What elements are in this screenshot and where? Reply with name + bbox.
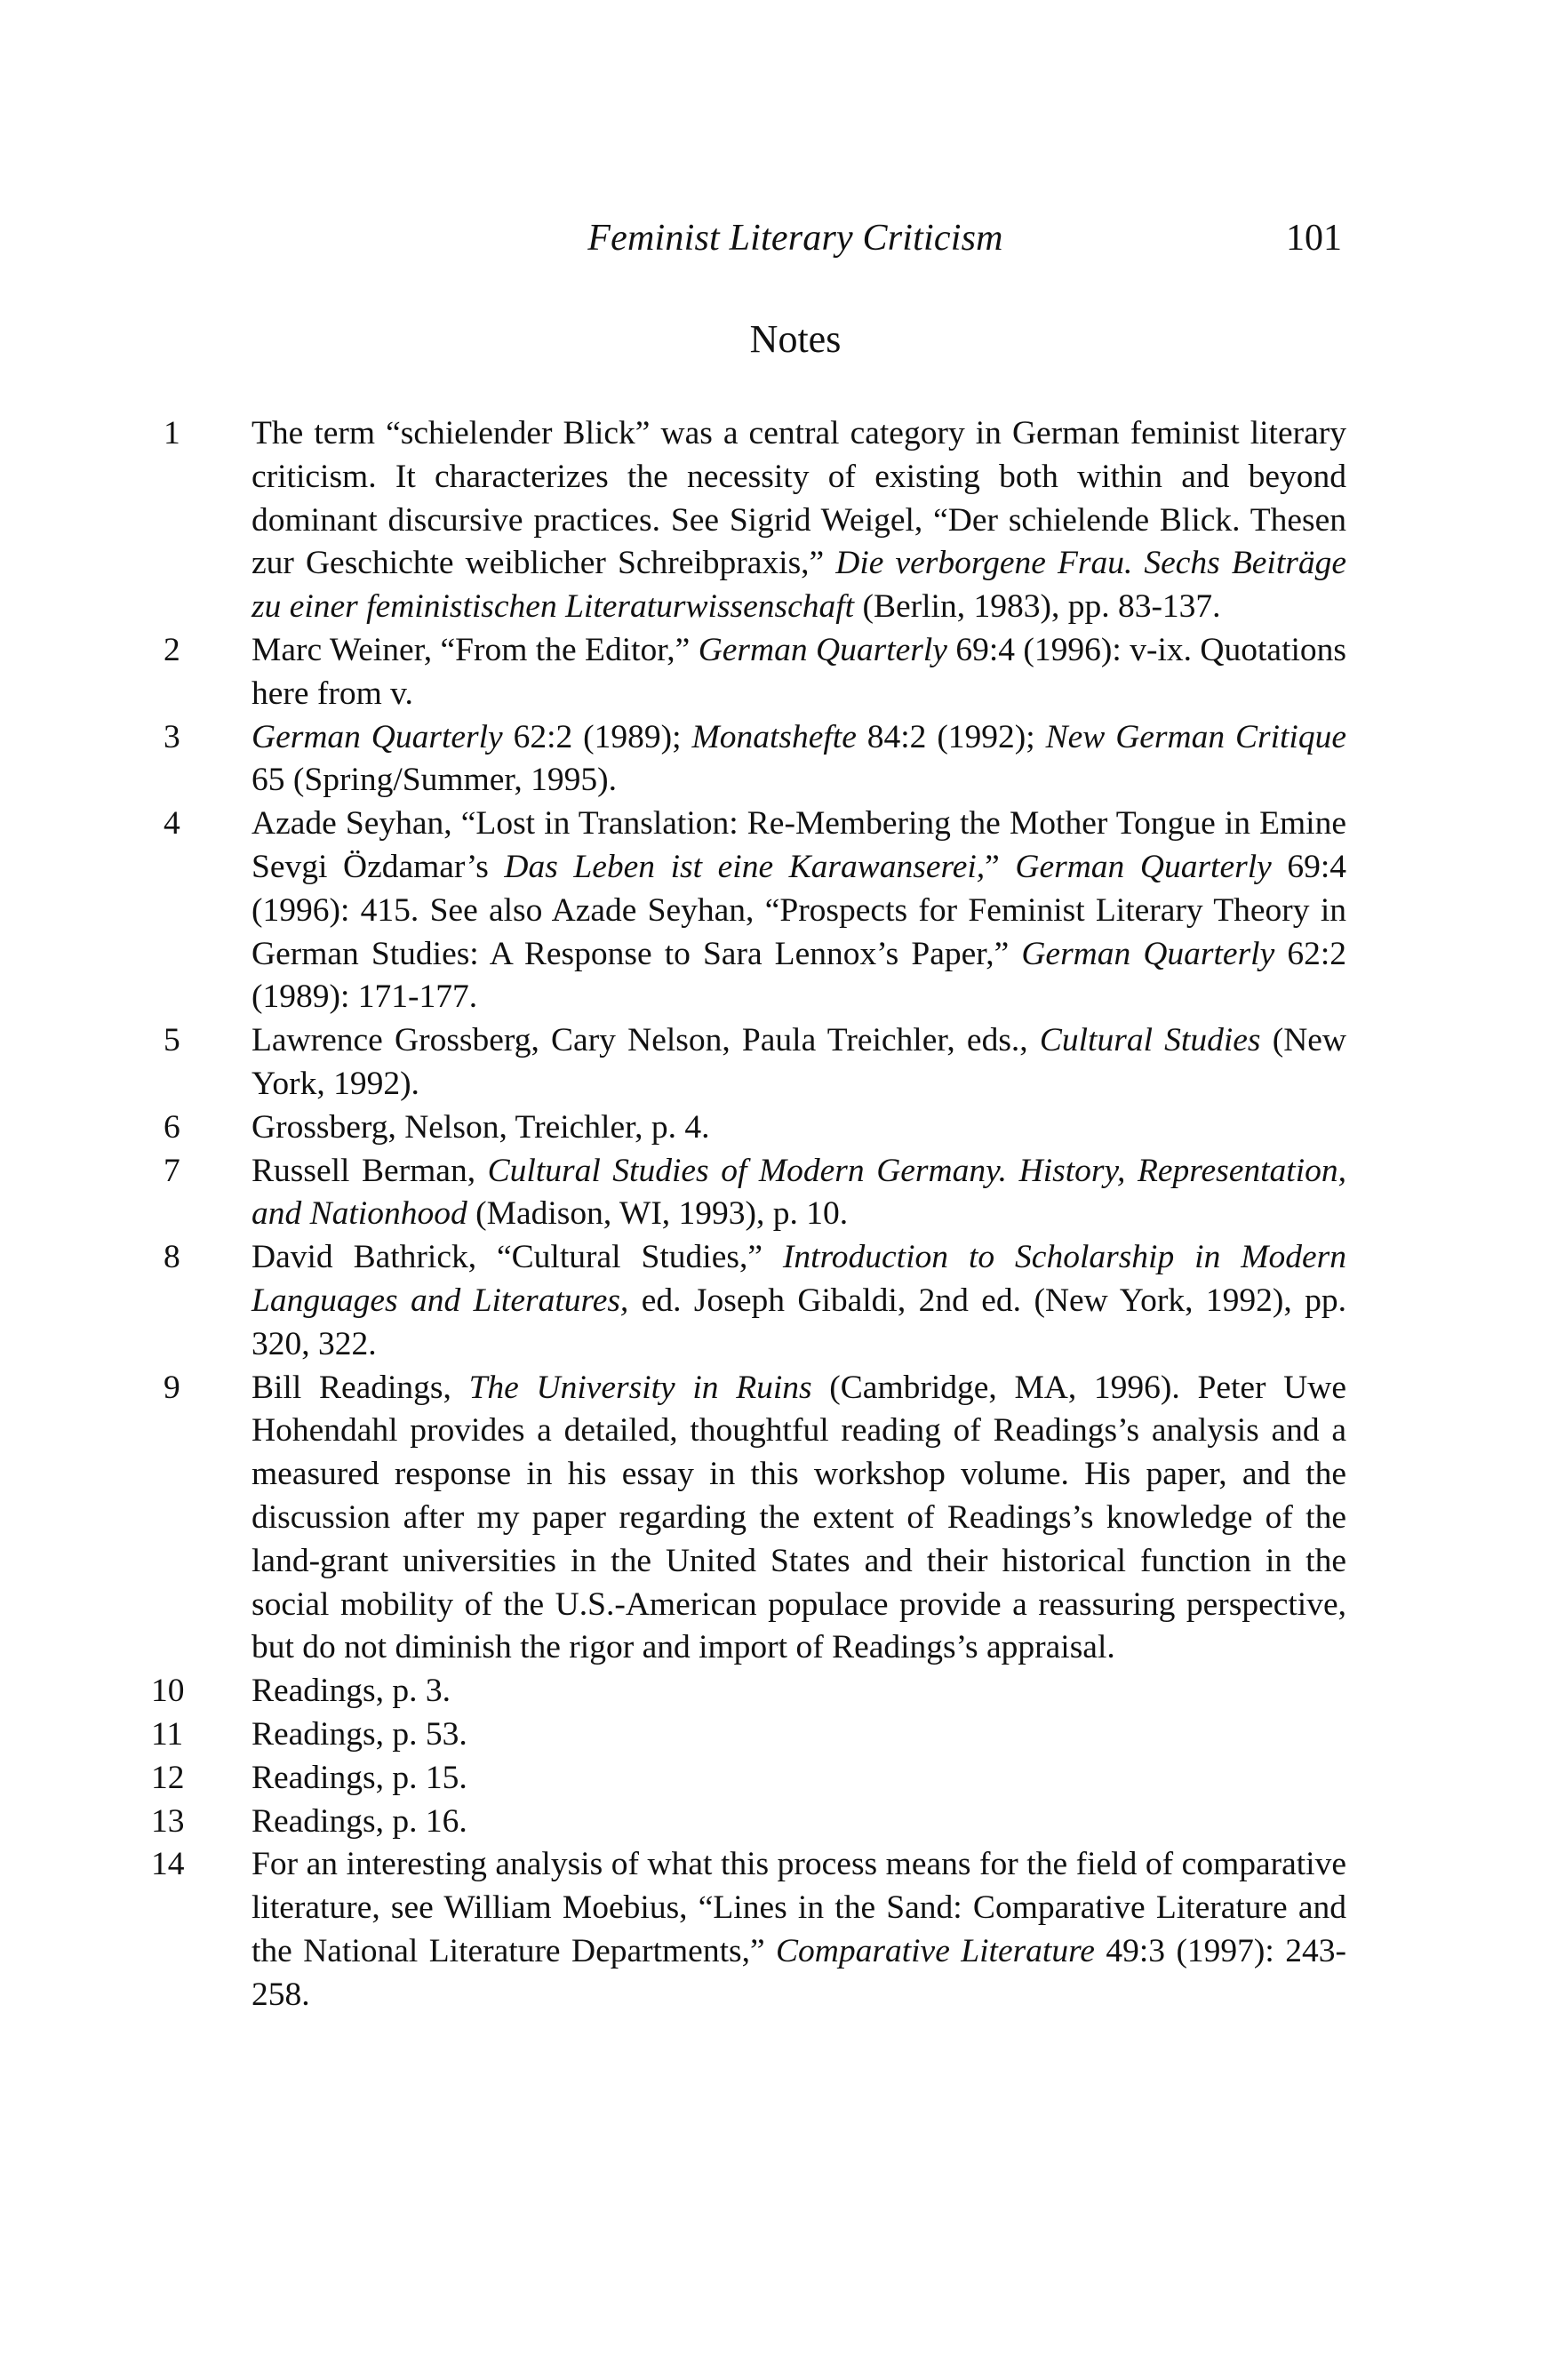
note-item [151, 1670, 1346, 1713]
note-number: 10 [151, 1673, 185, 1710]
note-segment: (New York, 1992). [252, 1022, 1347, 1102]
note-number: 8 [164, 1239, 180, 1276]
note-number: 14 [151, 1846, 185, 1883]
note-segment: ” [985, 848, 1016, 885]
note-segment: 69:4 (1996): v-ix. Quotations here from v. [252, 631, 1347, 712]
note-number: 3 [164, 718, 180, 755]
note-segment: Marc Weiner, “From the Editor,” [252, 631, 699, 668]
note-italic-title: German Quarterly [1015, 848, 1272, 885]
note-item [151, 1843, 1346, 2017]
note-italic-title: German Quarterly [698, 631, 947, 668]
note-item [151, 1801, 1346, 1844]
note-number: 1 [164, 415, 180, 451]
note-segment: (Madison, WI, 1993), p. 10. [467, 1195, 849, 1233]
note-item [151, 716, 1346, 803]
note-italic-title: New German Critique [1045, 718, 1346, 755]
note-segment: David Bathrick, “Cultural Studies,” [252, 1239, 783, 1276]
note-segment: ed. Joseph Gibaldi, 2nd ed. (New York, 1992), pp. 320, 322. [252, 1282, 1346, 1362]
note-item [151, 1367, 1346, 1671]
note-segment: Readings, p. 53. [252, 1715, 467, 1753]
note-segment: Russell Berman, [252, 1152, 488, 1189]
note-italic-title: Monatshefte [691, 718, 857, 755]
note-item [151, 1713, 1346, 1757]
note-italic-title: Cultural Studies [1039, 1022, 1261, 1059]
note-segment: Readings, p. 16. [252, 1802, 467, 1840]
note-segment: (Cambridge, MA, 1996). Peter Uwe Hohendahl provides a detailed, thoughtful reading of Readings’s analysis and a measured response in his essay in this workshop volume. His paper, and the discussion after my paper regarding the extent of Readings’s knowledge of the land-grant universities in the United States and their historical function in the social mobility of the U.S.-American populace provide a reassuring perspective, but do not diminish the rigor and import of Readings’s appraisal. [252, 1369, 1346, 1666]
note-segment: 69:4 (1996): 415. See also Azade Seyhan, “Prospects for Feminist Literary Theory in German Studies: A Response to Sara Lennox’s Paper,” [252, 848, 1347, 972]
note-italic-title: Cultural Studies of Modern Germany. History, Representation, and Nationhood [252, 1152, 1346, 1233]
note-segment: Azade Seyhan, “Lost in Translation: Re-Membering the Mother Tongue in Emine Sevgi Özdamar’s [252, 805, 1346, 885]
note-text [252, 1367, 1346, 1671]
note-number: 2 [164, 631, 180, 668]
note-text [252, 1843, 1346, 2017]
page-number: 101 [1286, 218, 1342, 259]
note-number: 13 [151, 1802, 185, 1840]
note-segment: Bill Readings, [252, 1369, 469, 1406]
note-item [151, 412, 1346, 629]
note-italic-title: German Quarterly [1021, 935, 1275, 972]
note-item [151, 1236, 1346, 1366]
running-title: Feminist Literary Criticism [587, 218, 1003, 259]
note-segment: 62:2 (1989); [502, 718, 692, 755]
note-text [252, 1757, 1346, 1801]
note-italic-title: Die verborgene Frau. Sechs Beiträge zu einer feministischen Literaturwissenschaft [252, 545, 1346, 626]
note-number: 12 [151, 1759, 185, 1796]
note-segment: Lawrence Grossberg, Cary Nelson, Paula Treichler, eds., [252, 1022, 1040, 1059]
note-text [252, 1801, 1346, 1844]
note-segment: For an interesting analysis of what this process means for the field of comparative literature, see William Moebius, “Lines in the Sand: Comparative Literature and the National Literature Departments,” [252, 1846, 1346, 1969]
note-item [151, 1150, 1346, 1237]
note-item [151, 1106, 1346, 1150]
note-number: 9 [164, 1369, 180, 1406]
note-text [252, 1019, 1346, 1106]
note-number: 4 [164, 805, 180, 843]
note-text [252, 716, 1346, 803]
note-segment: 49:3 (1997): 243-258. [252, 1932, 1346, 2013]
note-text [252, 1236, 1346, 1366]
note-number: 5 [164, 1022, 180, 1059]
note-italic-title: Das Leben ist eine Karawanserei, [504, 848, 986, 885]
note-italic-title: Introduction to Scholarship in Modern Languages and Literatures, [252, 1239, 1346, 1319]
note-text [252, 803, 1346, 1019]
note-text [252, 1150, 1346, 1237]
note-item [151, 1019, 1346, 1106]
note-text [252, 1106, 1346, 1150]
note-text [252, 412, 1346, 629]
note-italic-title: Comparative Literature [776, 1932, 1095, 1969]
note-segment: 65 (Spring/Summer, 1995). [252, 762, 617, 799]
note-text [252, 629, 1346, 716]
note-italic-title: German Quarterly [252, 718, 503, 755]
note-number: 6 [164, 1108, 180, 1146]
note-number: 7 [164, 1152, 180, 1189]
note-segment: Readings, p. 15. [252, 1759, 467, 1796]
note-text [252, 1670, 1346, 1713]
note-item [151, 803, 1346, 1019]
note-number: 11 [151, 1715, 184, 1753]
note-item [151, 1757, 1346, 1801]
note-segment: Grossberg, Nelson, Treichler, p. 4. [252, 1108, 710, 1146]
note-segment: Readings, p. 3. [252, 1673, 451, 1710]
note-item [151, 629, 1346, 716]
notes-list [151, 412, 1346, 2017]
note-segment: 62:2 (1989): 171-177. [252, 935, 1346, 1016]
notes-heading: Notes [749, 317, 842, 361]
note-segment: 84:2 (1992); [856, 718, 1046, 755]
running-head [249, 212, 1342, 265]
note-segment: The term “schielender Blick” was a central category in German feminist literary criticism. It characterizes the necessity of existing both within and beyond dominant discursive practices. See Sigrid Weigel, “Der schielende Blick. Thesen zur Geschichte weiblicher Schreibpraxis,” [252, 415, 1346, 582]
note-text [252, 1713, 1346, 1757]
note-segment: (Berlin, 1983), pp. 83-137. [854, 588, 1221, 626]
note-italic-title: The University in Ruins [468, 1369, 812, 1406]
